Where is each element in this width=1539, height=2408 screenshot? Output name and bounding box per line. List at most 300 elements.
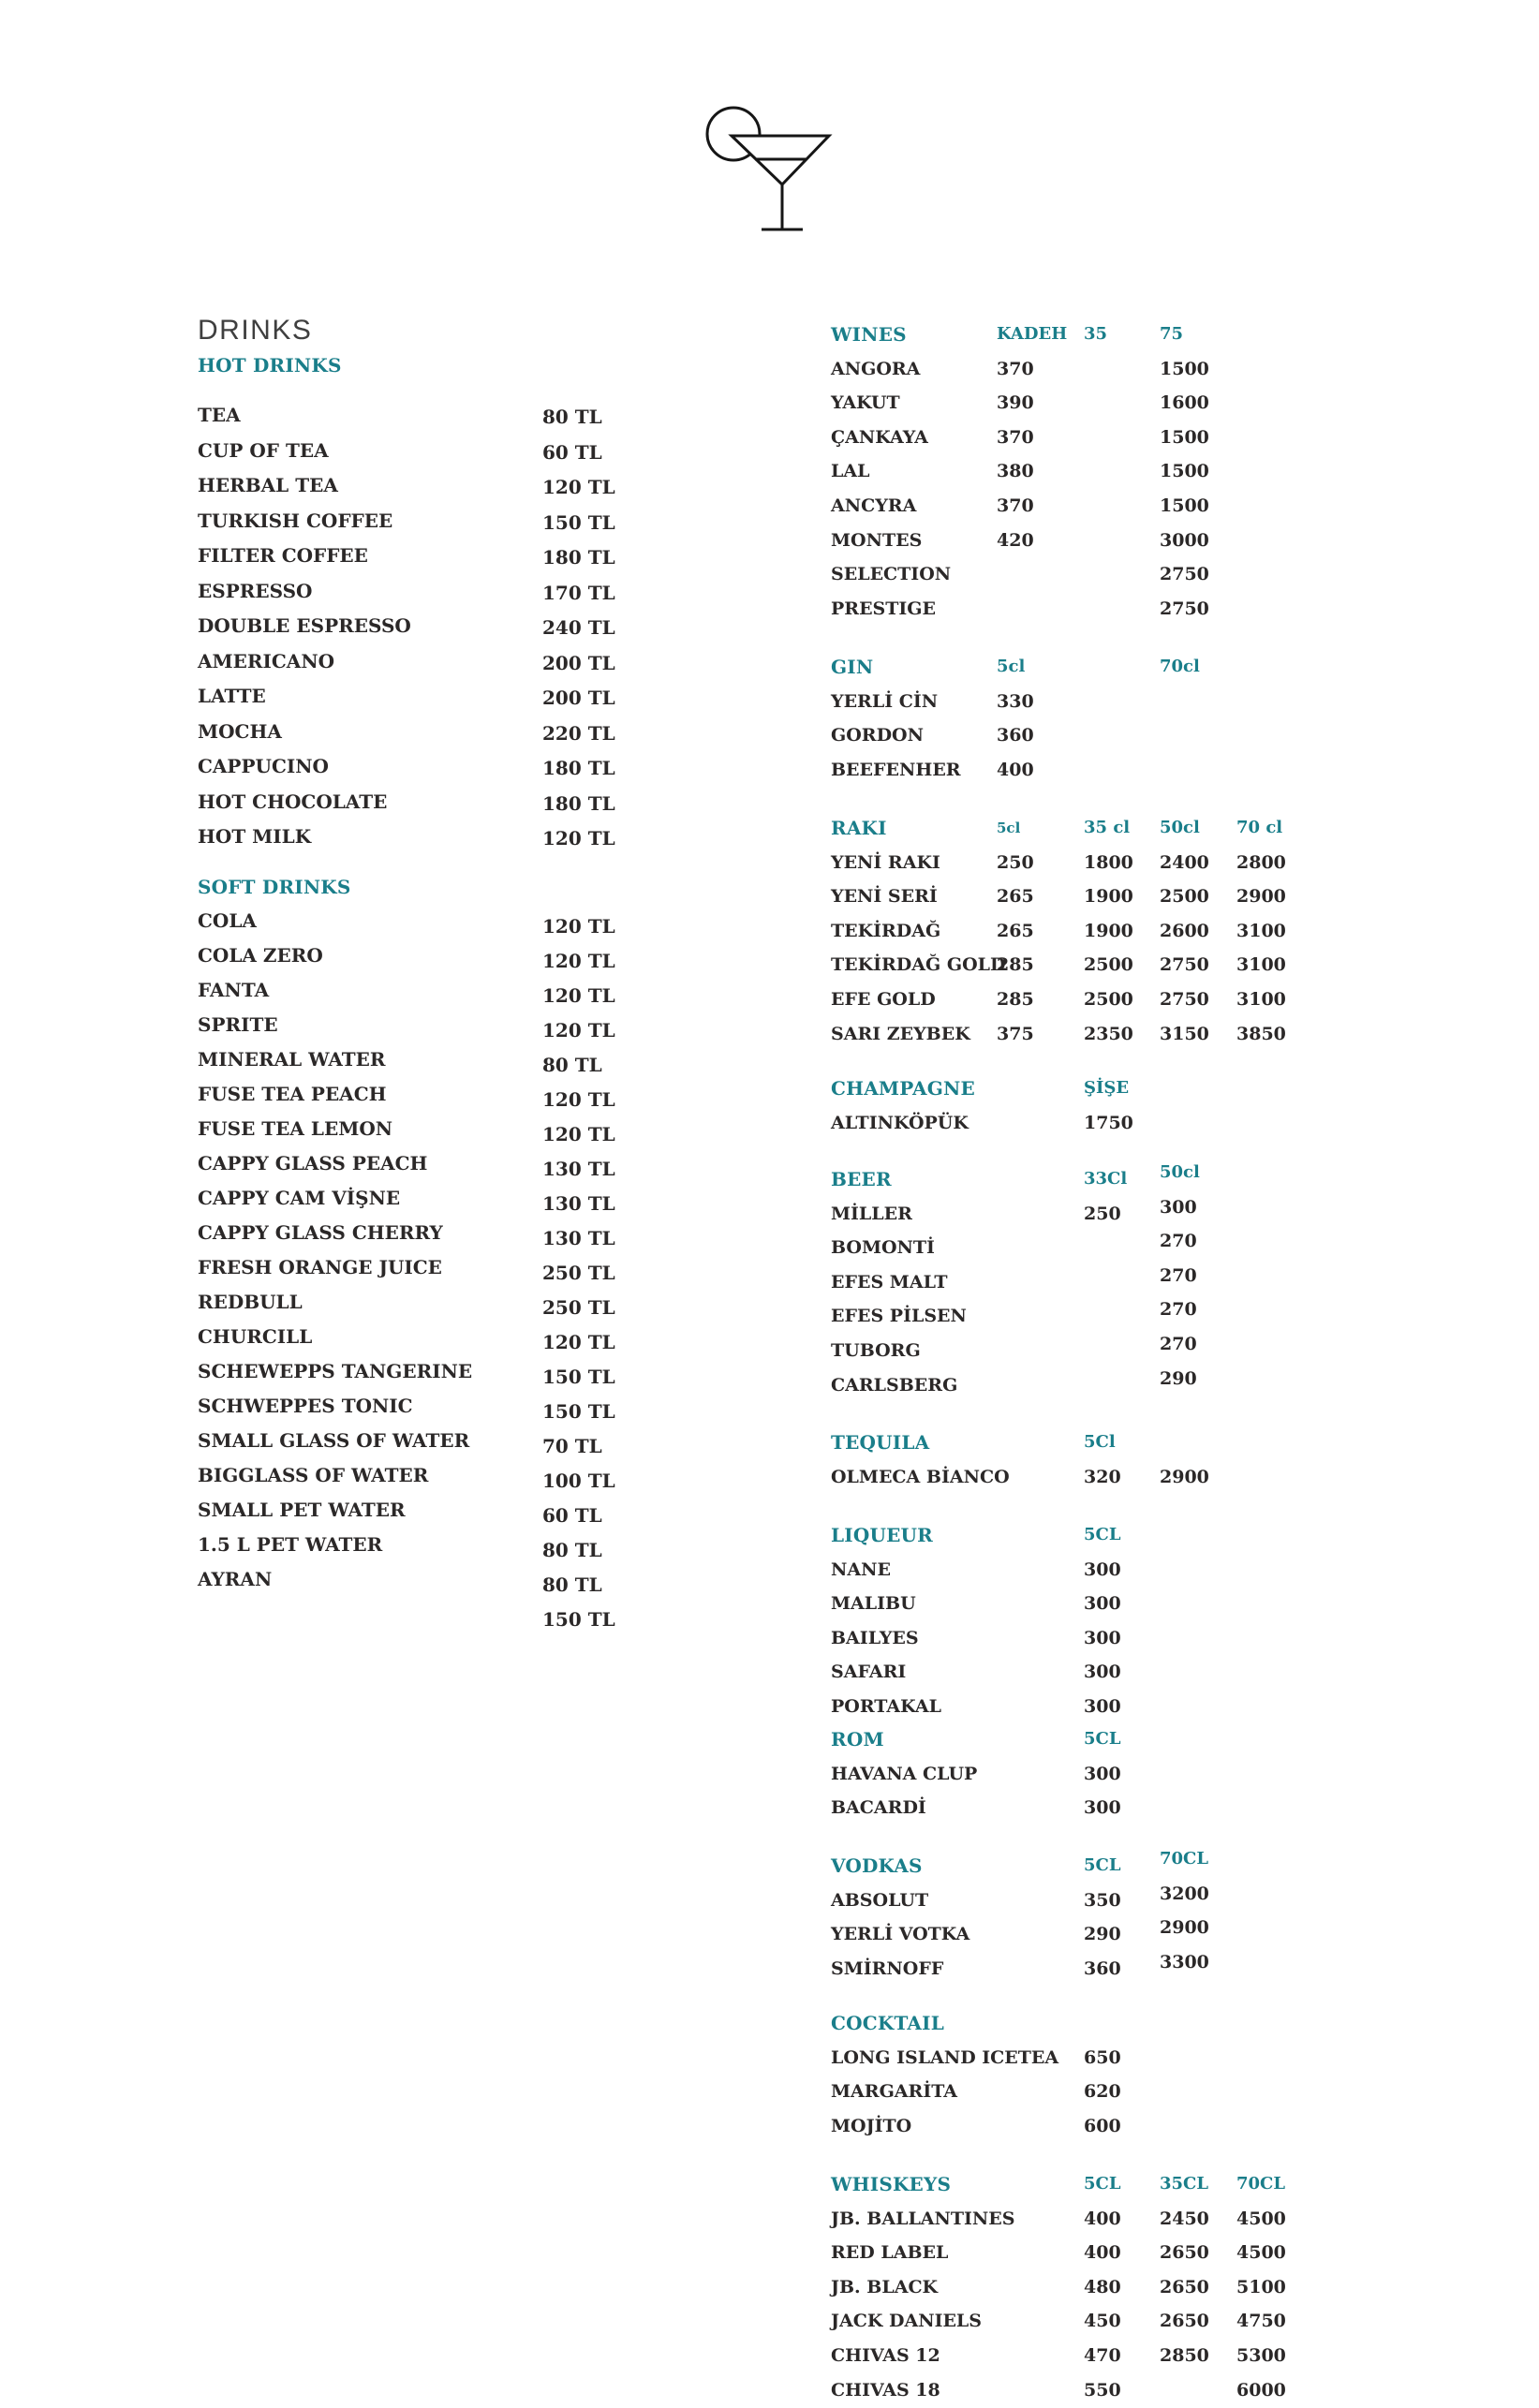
item-price: 285 [997,954,1034,976]
item-price: 2900 [1160,1917,1209,1939]
section-header: WHISKEYS [831,2173,952,2195]
section-header-row [831,2167,1468,2202]
section-header-row [831,1071,1468,1106]
item-label: BAILYES [831,1627,919,1648]
item-label: ANGORA [831,358,921,379]
item-price: 1600 [1160,392,1209,414]
menu-section [831,2006,1468,2143]
item-label: SMİRNOFF [831,1957,944,1979]
item-price: 2650 [1160,2276,1209,2297]
menu-item [198,1389,797,1424]
item-price: 60 TL [542,1504,602,1527]
item-label: FUSE TEA LEMON [198,1117,393,1140]
item-label: FANTA [198,979,270,1001]
item-label: EFES MALT [831,1271,948,1293]
item-label: YAKUT [831,392,900,414]
item-price: 250 [1084,1203,1121,1224]
item-price: 250 TL [542,1296,615,1319]
item-label: EFE GOLD [831,988,936,1010]
item-price: 3200 [1160,1883,1209,1904]
menu-item [831,1106,1468,1141]
item-label: CAPPY GLASS PEACH [198,1152,428,1174]
menu-item [831,2373,1468,2408]
menu-item [831,557,1468,592]
item-price: 120 TL [542,1088,615,1111]
menu-item [831,2109,1468,2144]
menu-section [831,1071,1468,1140]
menu-item [831,1884,1468,1918]
item-price: 370 [997,495,1034,516]
item-price: 1500 [1160,426,1209,448]
menu-item [198,1042,797,1077]
menu-item [198,1320,797,1354]
item-price: 300 [1084,1662,1121,1683]
size-column-header: 33Cl [1084,1169,1128,1189]
menu-item [198,1597,797,1632]
item-label: LONG ISLAND ICETEA [831,2046,1059,2068]
item-label: ALTINKÖPÜK [831,1112,969,1133]
menu-item [831,2270,1468,2305]
item-price: 2750 [1160,598,1209,619]
item-label: HERBAL TEA [198,474,338,496]
item-label: FILTER COFFEE [198,544,368,567]
item-label: CAPPY GLASS CHERRY [198,1221,443,1244]
item-price: 4750 [1236,2311,1286,2332]
item-price: 360 [997,725,1034,746]
menu-item [831,1299,1468,1334]
menu-item [831,2202,1468,2237]
item-price: 290 [1160,1367,1197,1389]
item-label: BACARDİ [831,1797,926,1819]
item-price: 180 TL [542,757,615,779]
item-label: BEEFENHER [831,759,961,780]
size-column-header: 5CL [1084,2174,1121,2194]
menu-item [831,454,1468,489]
section-header: TEQUILA [831,1431,930,1454]
menu-item [831,1791,1468,1825]
item-label: JACK DANIELS [831,2311,983,2332]
item-price: 3850 [1236,1023,1286,1044]
item-price: 1750 [1084,1112,1133,1133]
menu-item [198,1250,797,1285]
item-price: 80 TL [542,1539,602,1561]
item-price: 480 [1084,2276,1121,2297]
item-price: 270 [1160,1299,1197,1321]
section-header: SOFT DRINKS [198,876,351,898]
item-price: 180 TL [542,546,615,569]
item-price: 2500 [1160,886,1209,908]
item-price: 240 TL [542,616,615,639]
menu-item [831,1334,1468,1368]
item-price: 470 [1084,2344,1121,2366]
menu-item [831,685,1468,719]
item-price: 265 [997,920,1034,941]
menu-item [198,539,797,574]
item-label: BIGGLASS OF WATER [198,1464,429,1486]
item-price: 150 TL [542,1608,615,1631]
item-label: JB. BALLANTINES [831,2208,1015,2229]
section-header: WINES [831,323,907,346]
menu-item [831,1553,1468,1588]
item-price: 200 TL [542,687,615,709]
menu-item [198,1493,797,1528]
menu-section [831,650,1468,787]
item-price: 60 TL [542,440,602,464]
item-label: SARI ZEYBEK [831,1023,970,1044]
section-header-row [831,2006,1468,2041]
item-label: TUBORG [831,1339,921,1361]
item-price: 300 [1084,1695,1121,1717]
item-label: ÇANKAYA [831,426,928,448]
item-price: 370 [997,426,1034,448]
section-header-row [831,1162,1468,1197]
item-price: 2350 [1084,1023,1133,1044]
menu-item [831,1017,1468,1052]
item-price: 300 [1084,1593,1121,1615]
item-label: 1.5 L PET WATER [198,1533,383,1556]
item-label: CAPPUCINO [198,755,329,777]
section-header-row [831,1426,1468,1460]
menu-item [831,1197,1468,1232]
item-label: TEKİRDAĞ GOLD [831,954,1006,976]
section-header-row [831,1722,1468,1757]
item-price: 4500 [1236,2208,1286,2229]
section-header-row [831,1849,1468,1884]
item-price: 120 TL [542,950,615,972]
item-price: 370 [997,358,1034,379]
item-price: 2650 [1160,2311,1209,2332]
item-price: 180 TL [542,791,615,815]
item-label: CHURCILL [198,1325,313,1348]
menu-item [198,785,797,820]
item-price: 130 TL [542,1158,615,1180]
item-price: 450 [1084,2311,1121,2332]
menu-item [831,2304,1468,2339]
section-header: LIQUEUR [831,1524,933,1546]
menu-items-list [198,904,797,1632]
item-price: 120 TL [542,1019,615,1041]
item-price: 1900 [1084,920,1133,941]
menu-item [198,574,797,610]
menu-item [831,421,1468,455]
size-column-header: 35 [1084,324,1108,344]
menu-item [198,1112,797,1146]
item-label: MONTES [831,529,923,551]
size-column-header: 35 cl [1084,818,1131,837]
section-header-row [831,1518,1468,1553]
menu-item [831,718,1468,753]
item-price: 1500 [1160,461,1209,482]
item-label: AYRAN [198,1568,273,1590]
item-price: 2800 [1236,851,1286,873]
item-price: 120 TL [542,1331,615,1353]
item-label: YENİ SERİ [831,886,938,908]
item-label: SCHWEPPES TONIC [198,1395,413,1417]
item-price: 5300 [1236,2344,1286,2366]
item-price: 290 [1084,1924,1121,1945]
section-header-row [831,318,1468,352]
item-price: 3150 [1160,1023,1209,1044]
item-price: 80 TL [542,1054,602,1076]
item-price: 5100 [1236,2276,1286,2297]
menu-section [831,811,1468,1051]
item-label: SELECTION [831,564,952,585]
item-label: MOCHA [198,719,282,743]
item-price: 150 TL [542,510,615,534]
item-label: ABSOLUT [831,1889,929,1911]
menu-item [198,1216,797,1250]
menu-section [831,1518,1468,1724]
menu-item [831,1587,1468,1621]
section-header: RAKI [831,817,887,839]
item-price: 2400 [1160,851,1209,873]
item-label: PORTAKAL [831,1695,941,1717]
item-price: 3300 [1160,1951,1209,1972]
item-price: 3100 [1236,988,1286,1010]
menu-item [831,1917,1468,1952]
item-label: EFES PİLSEN [831,1306,967,1327]
item-price: 320 [1084,1466,1121,1487]
menu-item [198,1146,797,1181]
item-label: LAL [831,461,870,482]
menu-section [831,1426,1468,1494]
item-price: 350 [1084,1889,1121,1911]
item-price: 390 [997,392,1034,414]
menu-item [198,1354,797,1389]
menu-item [831,1757,1468,1792]
item-label: MİLLER [831,1203,912,1224]
section-header: BEER [831,1168,892,1190]
menu-item [831,592,1468,627]
menu-section [831,1849,1468,1986]
size-column-header: 5CL [1084,1855,1121,1875]
menu-item [831,982,1468,1017]
item-price: 2600 [1160,920,1209,941]
menu-item [831,753,1468,788]
item-price: 265 [997,886,1034,908]
size-column-header: 5cl [997,657,1026,676]
item-price: 120 TL [542,984,615,1007]
item-price: 4500 [1236,2242,1286,2264]
item-label: TURKISH COFFEE [198,509,393,532]
size-column-header: 70 cl [1236,818,1283,837]
item-label: HAVANA CLUP [831,1763,978,1784]
item-price: 270 [1160,1333,1197,1354]
menu-item [831,2041,1468,2076]
item-label: HOT MILK [198,825,312,848]
size-column-header: ŞİŞE [1084,1078,1130,1098]
menu-item [198,1458,797,1493]
item-label: JB. BLACK [831,2276,939,2297]
menu-item [831,352,1468,387]
item-price: 1500 [1160,495,1209,516]
menu-item [831,1460,1468,1495]
item-price: 170 TL [542,581,615,604]
menu-item [831,1231,1468,1265]
size-column-header: 70CL [1160,1849,1209,1869]
item-label: OLMECA BİANCO [831,1466,1010,1487]
section-header: CHAMPAGNE [831,1077,975,1100]
item-label: ESPRESSO [198,579,313,602]
menu-item [198,1528,797,1562]
item-label: FRESH ORANGE JUICE [198,1256,442,1278]
cocktail-glass-icon [703,99,862,240]
item-price: 620 [1084,2081,1121,2103]
item-label: CUP OF TEA [198,438,329,462]
menu-item [198,973,797,1008]
item-price: 2750 [1160,564,1209,585]
item-label: CHIVAS 18 [831,2379,940,2401]
item-price: 250 TL [542,1262,615,1284]
item-price: 360 [1084,1957,1121,1979]
item-label: MOJİTO [831,2115,912,2136]
page-title: DRINKS [198,315,313,347]
item-label: COLA ZERO [198,944,323,967]
item-price: 120 TL [542,827,615,849]
menu-item [198,938,797,973]
menu-item [198,504,797,539]
size-column-header: 50cl [1160,1162,1200,1182]
size-column-header: 70cl [1160,657,1200,676]
item-label: FUSE TEA PEACH [198,1083,387,1105]
item-label: SCHEWEPPS TANGERINE [198,1360,473,1382]
item-price: 130 TL [542,1227,615,1249]
menu-item [831,1621,1468,1656]
item-price: 400 [997,759,1034,780]
item-label: COLA [198,909,257,932]
section-header: HOT DRINKS [198,354,342,377]
item-price: 1500 [1160,358,1209,379]
size-column-header: 5cl [997,820,1021,836]
item-price: 130 TL [542,1192,615,1215]
menu-item [831,386,1468,421]
item-label: YERLİ CİN [831,690,939,712]
menu-item [198,1077,797,1112]
menu-item [198,1562,797,1597]
item-label: RED LABEL [831,2242,949,2264]
item-price: 1800 [1084,851,1133,873]
menu-item [198,679,797,715]
menu-item [831,914,1468,949]
menu-item [831,1368,1468,1403]
item-label: PRESTIGE [831,598,937,619]
item-price: 600 [1084,2115,1121,2136]
menu-item [198,820,797,855]
item-price: 400 [1084,2208,1121,2229]
menu-item [831,1690,1468,1724]
menu-item [831,2236,1468,2270]
size-column-header: 5Cl [1084,1432,1116,1452]
item-price: 200 TL [542,651,615,674]
item-price: 300 [1084,1627,1121,1648]
item-price: 375 [997,1023,1034,1044]
menu-item [198,1181,797,1216]
item-price: 2850 [1160,2344,1209,2366]
item-label: GORDON [831,725,924,746]
menu-item [831,2075,1468,2109]
menu-item [831,846,1468,880]
menu-item [198,1008,797,1042]
item-price: 80 TL [542,1573,602,1596]
menu-items-list [198,398,797,855]
menu-item [831,2339,1468,2373]
item-price: 285 [997,988,1034,1010]
menu-item [831,489,1468,524]
item-label: LATTE [198,685,266,707]
size-column-header: 50cl [1160,818,1200,837]
item-price: 330 [997,690,1034,712]
item-price: 270 [1160,1264,1197,1286]
section-header: ROM [831,1728,884,1751]
menu-item [198,398,797,434]
item-price: 3100 [1236,920,1286,941]
item-price: 100 TL [542,1470,615,1492]
menu-item [831,879,1468,914]
item-label: AMERICANO [198,649,335,672]
menu-section [831,318,1468,626]
item-label: CARLSBERG [831,1374,958,1396]
section-header: COCKTAIL [831,2012,944,2034]
item-price: 270 [1160,1231,1197,1252]
item-price: 120 TL [542,1123,615,1145]
item-price: 1900 [1084,886,1133,908]
menu-item [198,1424,797,1458]
item-price: 2450 [1160,2208,1209,2229]
item-label: TEA [198,404,241,426]
item-price: 150 TL [542,1400,615,1423]
menu-item [198,1285,797,1320]
item-price: 2750 [1160,954,1209,976]
item-price: 2750 [1160,988,1209,1010]
size-column-header: 35CL [1160,2174,1209,2194]
size-column-header: KADEH [997,324,1068,344]
item-price: 2900 [1160,1466,1209,1487]
item-label: ANCYRA [831,495,917,516]
menu-item [831,1952,1468,1987]
menu-item [198,749,797,785]
item-price: 250 [997,851,1034,873]
item-label: BOMONTİ [831,1237,935,1259]
item-label: SAFARI [831,1662,907,1683]
item-label: TEKİRDAĞ [831,920,941,941]
item-label: SMALL PET WATER [198,1499,406,1521]
item-price: 2500 [1084,954,1133,976]
menu-item [831,948,1468,982]
menu-item [198,715,797,750]
size-column-header: 75 [1160,324,1184,344]
menu-item [198,609,797,644]
item-label: YERLİ VOTKA [831,1924,970,1945]
item-label: NANE [831,1559,891,1580]
size-column-header: 5CL [1084,1525,1121,1544]
item-price: 380 [997,461,1034,482]
item-label: SPRITE [198,1013,278,1036]
item-price: 550 [1084,2379,1121,2401]
item-price: 300 [1084,1763,1121,1784]
section-header: VODKAS [831,1854,923,1877]
menu-item [831,1265,1468,1300]
item-price: 300 [1160,1196,1197,1218]
item-label: CAPPY CAM VİŞNE [198,1187,401,1209]
menu-item [198,468,797,504]
item-price: 3100 [1236,954,1286,976]
item-label: HOT CHOCOLATE [198,790,388,813]
item-price: 150 TL [542,1366,615,1388]
menu-section [831,1722,1468,1825]
menu-item [831,524,1468,558]
menu-item [198,644,797,680]
item-price: 80 TL [542,406,602,428]
